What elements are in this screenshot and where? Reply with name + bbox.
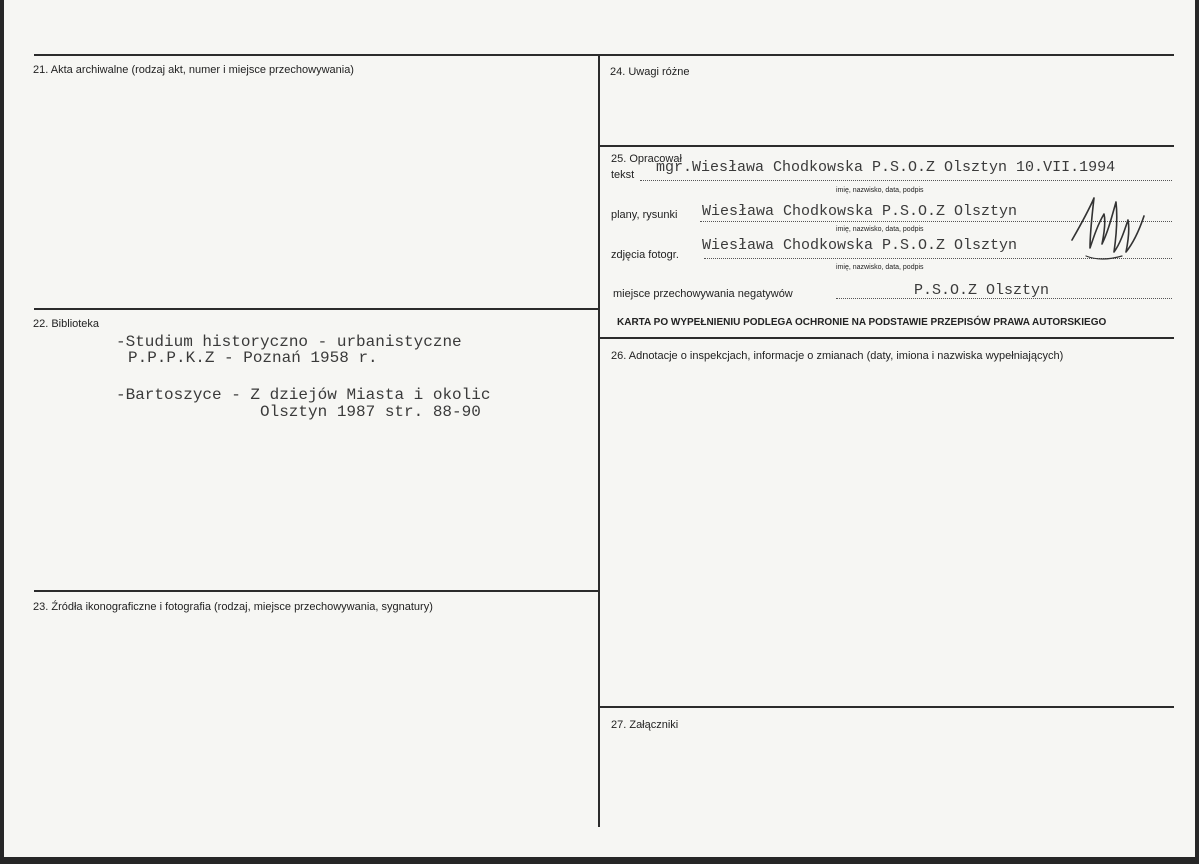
rule-25-26 — [599, 337, 1174, 339]
section-25-label: 25. Opracował — [611, 153, 682, 165]
section-22-label: 22. Biblioteka — [33, 318, 100, 330]
section-27-label: 27. Załączniki — [611, 719, 679, 731]
library-entry-1: -Studium historyczno - urbanistyczne — [116, 333, 462, 351]
library-entry-2-cont: Olsztyn 1987 str. 88-90 — [260, 403, 481, 421]
negatywy-dotted-line — [836, 298, 1172, 299]
copyright-notice: KARTA PO WYPEŁNIENIU PODLEGA OCHRONIE NA PODSTAWIE PRZEPISÓW PRAWA AUTORSKIEGO — [617, 317, 1107, 328]
rule-24-25 — [599, 145, 1174, 147]
library-entry-1-cont: P.P.P.K.Z - Poznań 1958 r. — [128, 349, 378, 367]
zdjecia-label: zdjęcia fotogr. — [611, 249, 679, 261]
rule-22-23 — [34, 590, 599, 592]
plany-value: Wiesława Chodkowska P.S.O.Z Olsztyn — [702, 203, 1018, 220]
signature-mark — [1066, 186, 1150, 266]
tekst-dotted-line — [640, 180, 1172, 181]
tekst-value: mgr.Wiesława Chodkowska P.S.O.Z Olsztyn 10.VII.1994 — [656, 159, 1116, 176]
section-24-label: 24. Uwagi różne — [610, 66, 690, 78]
section-21-label: 21. Akta archiwalne (rodzaj akt, numer i miejsce przechowywania) — [33, 64, 354, 76]
center-divider — [598, 55, 600, 827]
tekst-caption: imię, nazwisko, data, podpis — [836, 187, 924, 194]
zdjecia-caption: imię, nazwisko, data, podpis — [836, 264, 924, 271]
plany-label: plany, rysunki — [611, 209, 678, 221]
section-26-label: 26. Adnotacje o inspekcjach, informacje o zmianach (daty, imiona i nazwiska wypełniających) — [611, 350, 1064, 362]
rule-21-22 — [34, 308, 599, 310]
library-entry-2: -Bartoszyce - Z dziejów Miasta i okolic — [116, 386, 491, 404]
zdjecia-value: Wiesława Chodkowska P.S.O.Z Olsztyn — [702, 237, 1018, 254]
rule-26-27 — [599, 706, 1174, 708]
plany-caption: imię, nazwisko, data, podpis — [836, 226, 924, 233]
negatywy-value: P.S.O.Z Olsztyn — [914, 282, 1050, 299]
top-rule — [34, 54, 1174, 56]
record-card — [4, 0, 1195, 857]
tekst-label: tekst — [611, 169, 635, 181]
negatywy-label: miejsce przechowywania negatywów — [613, 288, 793, 300]
section-23-label: 23. Źródła ikonograficzne i fotografia (rodzaj, miejsce przechowywania, sygnatury) — [33, 601, 433, 613]
